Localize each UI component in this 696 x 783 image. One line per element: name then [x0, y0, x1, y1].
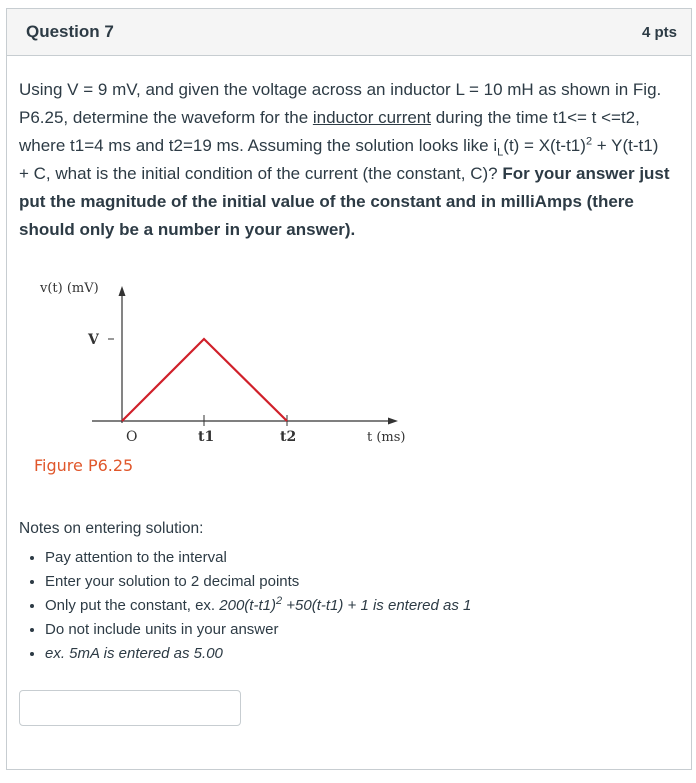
note-item: • Enter your solution to 2 decimal points: [45, 570, 471, 594]
note-item: • ex. 5mA is entered as 5.00: [45, 642, 471, 666]
question-header: [7, 9, 691, 56]
prompt-text-3: (t) = X(t-t1): [503, 136, 586, 155]
figure-p6-25: [22, 275, 442, 475]
answer-input[interactable]: [19, 690, 241, 726]
note-italic: +50(t-t1) + 1 is entered as 1: [282, 597, 472, 614]
x-axis-label: t (ms): [367, 430, 406, 445]
prompt-text-4: + Y(t-t1) + C, what is the initial condition of the current (the constant, C)?: [19, 136, 659, 183]
notes-list: [19, 546, 471, 666]
v-label: V: [88, 332, 99, 348]
figure-caption: Figure P6.25: [34, 456, 134, 475]
origin-label: O: [126, 429, 138, 445]
prompt-subscript: L: [497, 146, 504, 159]
waveform-diagram: [22, 275, 442, 475]
y-axis-label: v(t) (mV): [40, 281, 99, 296]
prompt-text-2: during the time t1<= t <=t2, where t1=4 ms and t2=19 ms. Assuming the solution looks like i: [19, 108, 640, 155]
t2-label: t2: [280, 429, 297, 445]
note-item: • Do not include units in your answer: [45, 618, 471, 642]
voltage-waveform: [122, 339, 287, 421]
question-prompt: [19, 76, 671, 244]
note-item: [45, 594, 471, 618]
note-item: • Pay attention to the interval: [45, 546, 471, 570]
note-text: Only put the constant, ex.: [45, 597, 220, 614]
note-italic: 200(t-t1): [219, 597, 276, 614]
t1-label: t1: [198, 429, 215, 445]
question-title: Question 7: [26, 22, 114, 41]
note-superscript: 2: [275, 595, 283, 607]
prompt-underlined: inductor current: [312, 108, 431, 127]
question-points: 4 pts: [641, 23, 677, 41]
x-axis-arrow-icon: [388, 418, 398, 425]
prompt-bold-instruction: For your answer just put the magnitude of the initial value of the constant and in milliAmps (there should only be a number in your answer).: [19, 164, 670, 239]
notes-title: Notes on entering solution:: [19, 520, 204, 537]
prompt-superscript: 2: [585, 135, 593, 148]
y-axis-arrow-icon: [119, 286, 126, 296]
prompt-text-1: Using V = 9 mV, and given the voltage across an inductor L = 10 mH as shown in Fig. P6.25, determine the waveform for the: [19, 80, 662, 127]
question-body: [19, 76, 671, 244]
